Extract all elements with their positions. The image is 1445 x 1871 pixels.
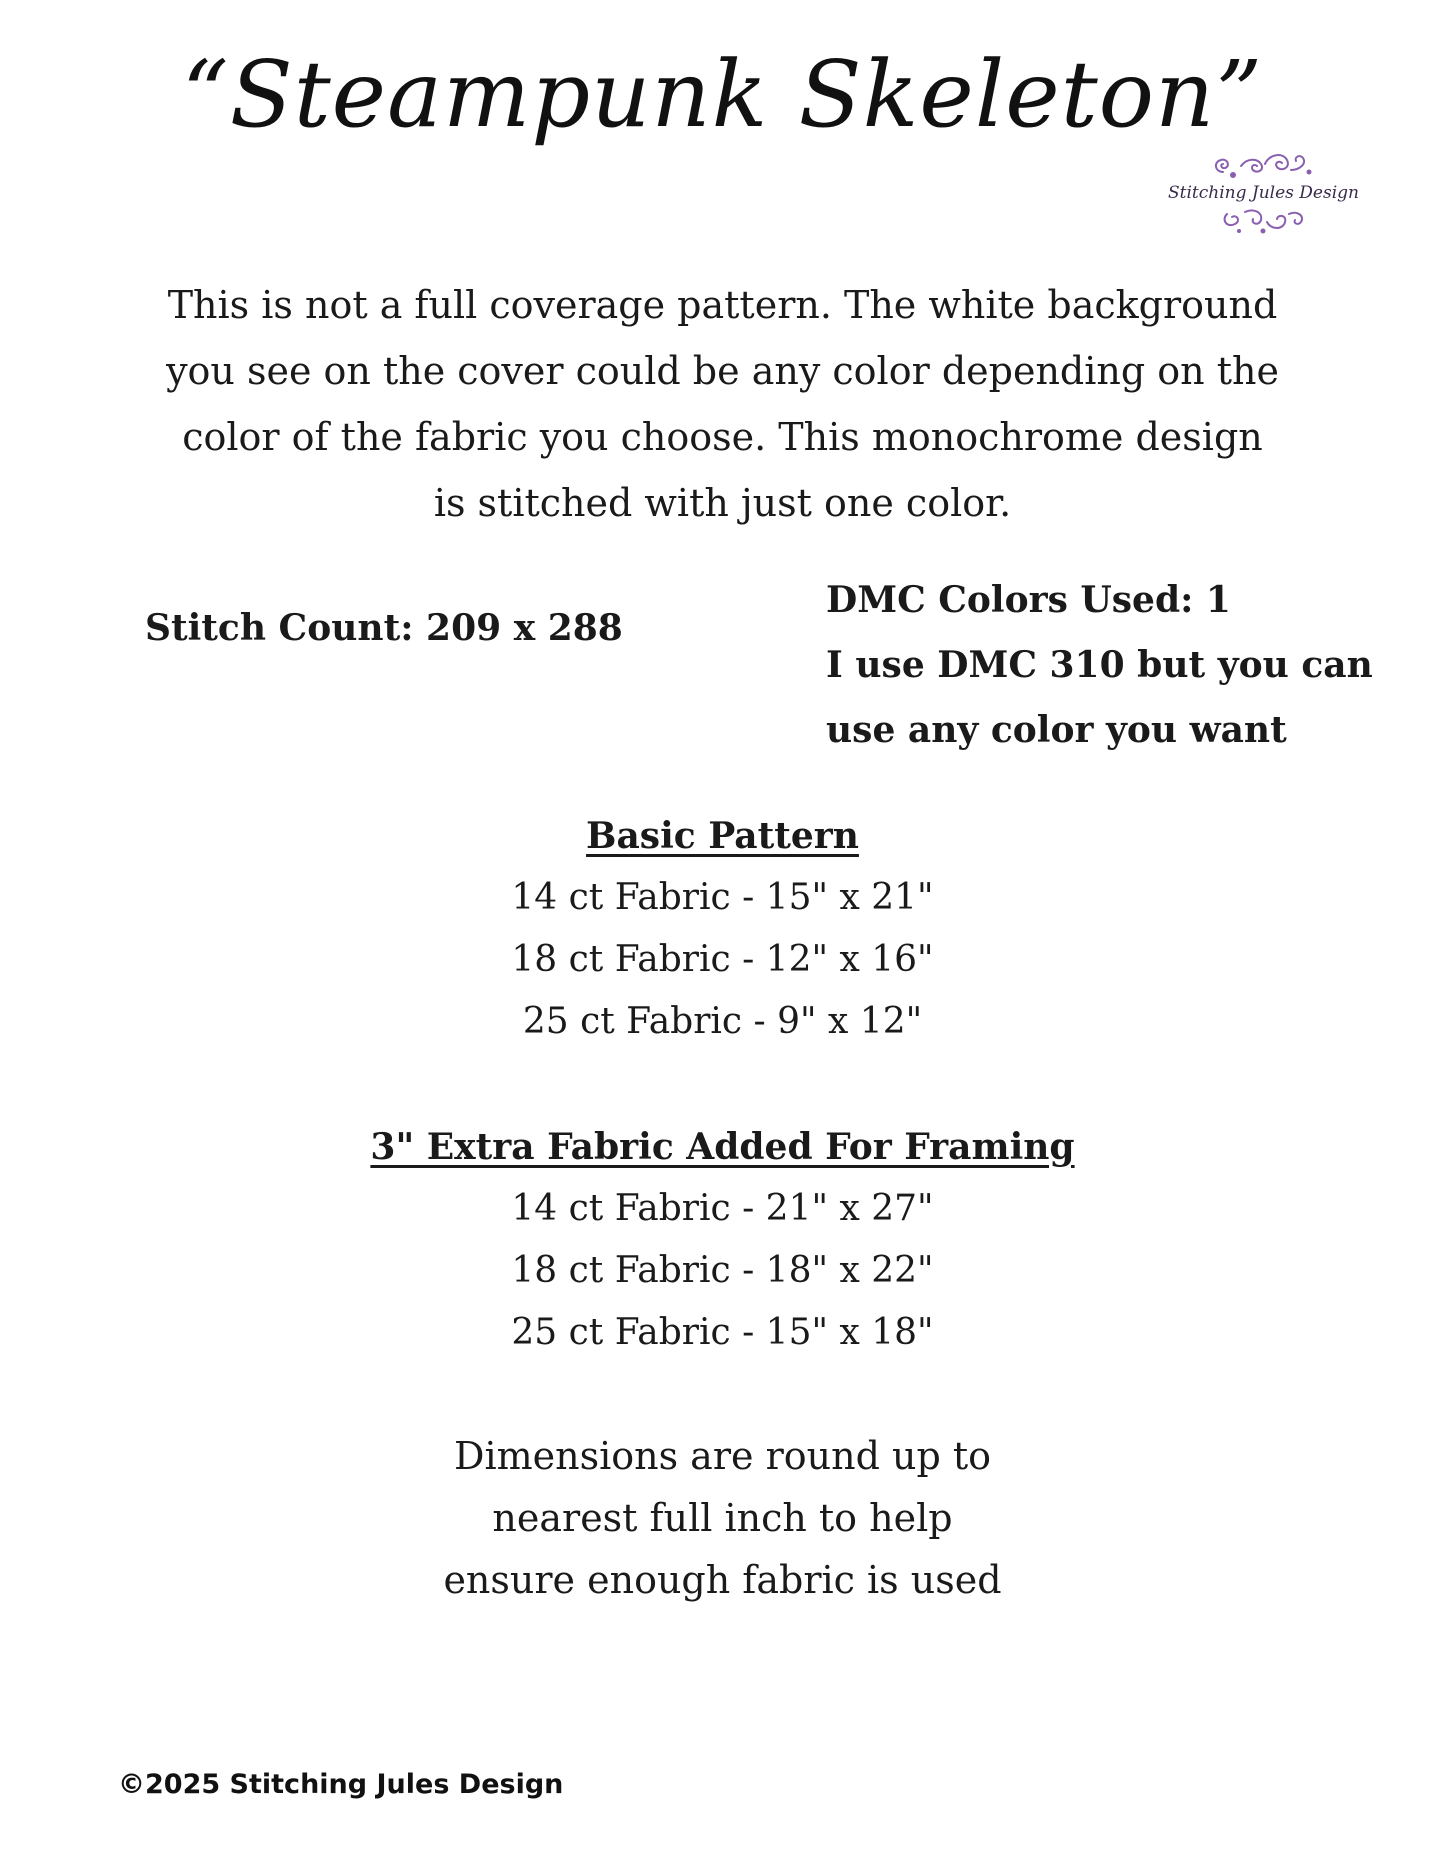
- logo-text: Stitching Jules Design: [1168, 183, 1359, 203]
- fabric-size-line: 14 ct Fabric - 15" x 21": [511, 877, 934, 918]
- copyright-footer: ©2025 Stitching Jules Design: [118, 1769, 564, 1800]
- stitch-count: Stitch Count: 209 x 288: [145, 607, 623, 649]
- fabric-size-line: 18 ct Fabric - 18" x 22": [511, 1250, 934, 1291]
- fabric-size-line: 18 ct Fabric - 12" x 16": [511, 939, 934, 980]
- swirl-ornament-icon: [1203, 148, 1323, 182]
- fabric-size-line: 25 ct Fabric - 15" x 18": [511, 1312, 934, 1353]
- page-title: “Steampunk Skeleton”: [181, 41, 1264, 148]
- note-line: Dimensions are round up to: [453, 1434, 991, 1478]
- extra-fabric-section: [0, 1116, 1445, 1364]
- intro-line: color of the fabric you choose. This monochrome design: [182, 415, 1263, 459]
- dmc-line: I use DMC 310 but you can: [826, 644, 1373, 686]
- intro-paragraph: [150, 272, 1295, 536]
- basic-pattern-section: [0, 805, 1445, 1053]
- fabric-size-line: 14 ct Fabric - 21" x 27": [511, 1188, 934, 1229]
- intro-line: you see on the cover could be any color depending on the: [166, 349, 1279, 393]
- note-line: nearest full inch to help: [492, 1496, 953, 1540]
- dmc-colors-info: [826, 568, 1373, 763]
- dmc-line: DMC Colors Used: 1: [826, 579, 1231, 621]
- note-line: ensure enough fabric is used: [443, 1558, 1002, 1602]
- basic-pattern-heading: Basic Pattern: [586, 815, 859, 857]
- extra-fabric-heading: 3" Extra Fabric Added For Framing: [370, 1126, 1075, 1168]
- dmc-line: use any color you want: [826, 709, 1287, 751]
- intro-line: This is not a full coverage pattern. The white background: [167, 283, 1278, 327]
- dimensions-note: [0, 1425, 1445, 1611]
- fabric-size-line: 25 ct Fabric - 9" x 12": [522, 1001, 923, 1042]
- intro-line: is stitched with just one color.: [433, 481, 1012, 525]
- brand-logo: [1168, 148, 1358, 248]
- swirl-ornament-bottom-icon: [1213, 204, 1313, 236]
